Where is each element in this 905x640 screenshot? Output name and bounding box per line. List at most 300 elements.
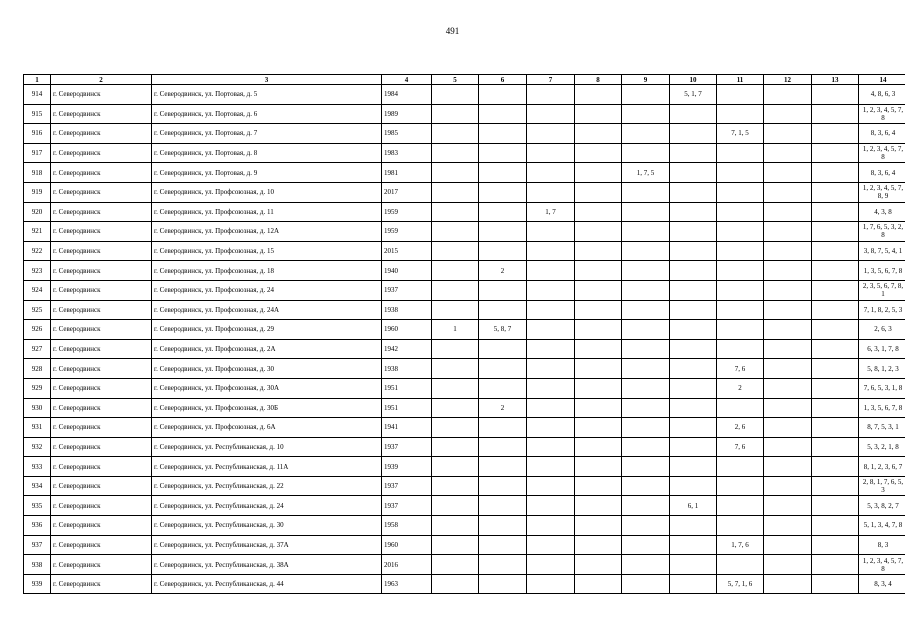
table-cell: 2, 6: [717, 418, 764, 438]
table-cell: [764, 418, 812, 438]
table-cell: г. Северодвинск, ул. Профсоюзная, д. 2А: [152, 339, 382, 359]
table-cell: [622, 339, 670, 359]
table-cell: [479, 280, 527, 300]
table-row: [24, 280, 905, 300]
table-cell: 5, 8, 7: [479, 320, 527, 340]
table-cell: [764, 261, 812, 281]
table-cell: [764, 222, 812, 242]
table-cell: [670, 555, 717, 575]
column-header: 2: [51, 75, 152, 85]
table-cell: [575, 241, 622, 261]
table-cell: [717, 241, 764, 261]
table-cell: [812, 124, 859, 144]
column-header: 5: [432, 75, 479, 85]
table-cell: 1937: [382, 496, 432, 516]
table-cell: [432, 359, 479, 379]
table-row: [24, 398, 905, 418]
table-cell: 5, 8, 1, 2, 3: [859, 359, 905, 379]
table-cell: 938: [24, 555, 51, 575]
table-cell: [432, 574, 479, 594]
table-cell: [622, 398, 670, 418]
table-cell: 6, 1: [670, 496, 717, 516]
column-header: 6: [479, 75, 527, 85]
table-cell: [432, 300, 479, 320]
table-cell: 1951: [382, 398, 432, 418]
table-row: [24, 320, 905, 340]
table-cell: г. Северодвинск: [51, 555, 152, 575]
table-cell: [764, 457, 812, 477]
table-cell: 2, 8, 1, 7, 6, 5, 3: [859, 476, 905, 496]
table-cell: г. Северодвинск, ул. Республиканская, д. 10: [152, 437, 382, 457]
table-cell: [432, 339, 479, 359]
table-row: [24, 202, 905, 222]
table-cell: [479, 574, 527, 594]
table-cell: [527, 300, 575, 320]
table-row: [24, 339, 905, 359]
table-cell: 2: [717, 378, 764, 398]
table-cell: [622, 476, 670, 496]
table-row: [24, 85, 905, 105]
table-cell: [670, 182, 717, 202]
table-cell: [432, 241, 479, 261]
table-cell: г. Северодвинск: [51, 182, 152, 202]
table-row: [24, 241, 905, 261]
table-cell: 7, 1, 5: [717, 124, 764, 144]
table-row: [24, 359, 905, 379]
table-cell: [670, 359, 717, 379]
table-cell: [575, 339, 622, 359]
table-cell: [479, 535, 527, 555]
table-cell: [670, 516, 717, 536]
table-cell: [479, 163, 527, 183]
table-cell: [622, 437, 670, 457]
table-cell: г. Северодвинск, ул. Республиканская, д. 37А: [152, 535, 382, 555]
table-cell: [575, 320, 622, 340]
table-row: [24, 143, 905, 163]
table-cell: [812, 437, 859, 457]
table-cell: г. Северодвинск, ул. Профсоюзная, д. 10: [152, 182, 382, 202]
table-cell: [670, 574, 717, 594]
column-header: 10: [670, 75, 717, 85]
table-cell: [479, 555, 527, 575]
table-cell: 1942: [382, 339, 432, 359]
table-cell: [622, 418, 670, 438]
table-cell: 1963: [382, 574, 432, 594]
table-cell: г. Северодвинск: [51, 359, 152, 379]
table-cell: [764, 104, 812, 124]
table-cell: [527, 535, 575, 555]
table-cell: 8, 3, 6, 4: [859, 124, 905, 144]
table-cell: 1, 3, 5, 6, 7, 8: [859, 398, 905, 418]
table-cell: [717, 516, 764, 536]
table-cell: [527, 418, 575, 438]
table-cell: г. Северодвинск: [51, 535, 152, 555]
table-cell: г. Северодвинск, ул. Портовая, д. 9: [152, 163, 382, 183]
table-cell: [764, 163, 812, 183]
table-cell: г. Северодвинск, ул. Республиканская, д. 38А: [152, 555, 382, 575]
table-cell: [764, 496, 812, 516]
column-header: 11: [717, 75, 764, 85]
table-cell: [764, 241, 812, 261]
table-cell: [717, 222, 764, 242]
table-cell: [764, 300, 812, 320]
table-cell: [764, 85, 812, 105]
table-cell: 8, 1, 2, 3, 6, 7: [859, 457, 905, 477]
table-cell: [432, 202, 479, 222]
table-cell: [479, 182, 527, 202]
table-cell: [527, 280, 575, 300]
table-cell: [812, 378, 859, 398]
table-cell: [527, 574, 575, 594]
table-cell: [622, 85, 670, 105]
table-cell: [717, 398, 764, 418]
table-cell: г. Северодвинск, ул. Профсоюзная, д. 11: [152, 202, 382, 222]
table-cell: 1959: [382, 222, 432, 242]
table-cell: 918: [24, 163, 51, 183]
table-cell: [575, 476, 622, 496]
table-cell: 1941: [382, 418, 432, 438]
table-cell: [432, 85, 479, 105]
table-cell: г. Северодвинск: [51, 222, 152, 242]
table-cell: [622, 143, 670, 163]
table-cell: г. Северодвинск: [51, 241, 152, 261]
table-cell: 923: [24, 261, 51, 281]
table-cell: [670, 535, 717, 555]
table-cell: [670, 261, 717, 281]
table-cell: [622, 182, 670, 202]
table-cell: [575, 555, 622, 575]
table-cell: [812, 143, 859, 163]
table-cell: [432, 378, 479, 398]
table-cell: [622, 359, 670, 379]
table-cell: г. Северодвинск, ул. Профсоюзная, д. 30: [152, 359, 382, 379]
table-cell: [717, 143, 764, 163]
table-cell: [432, 182, 479, 202]
table-cell: [812, 418, 859, 438]
table-cell: [764, 280, 812, 300]
table-cell: [527, 555, 575, 575]
page-number: 491: [445, 26, 460, 36]
table-cell: [575, 280, 622, 300]
table-cell: 6, 3, 1, 7, 8: [859, 339, 905, 359]
table-cell: [432, 496, 479, 516]
table-cell: 917: [24, 143, 51, 163]
table-cell: г. Северодвинск, ул. Профсоюзная, д. 30А: [152, 378, 382, 398]
table-cell: [479, 222, 527, 242]
table-cell: г. Северодвинск, ул. Профсоюзная, д. 30Б: [152, 398, 382, 418]
table-cell: г. Северодвинск, ул. Профсоюзная, д. 24А: [152, 300, 382, 320]
table-cell: 5, 3, 2, 1, 8: [859, 437, 905, 457]
table-cell: [670, 476, 717, 496]
table-cell: 2015: [382, 241, 432, 261]
table-cell: г. Северодвинск, ул. Профсоюзная, д. 6А: [152, 418, 382, 438]
table-cell: 7, 6: [717, 437, 764, 457]
column-header: 14: [859, 75, 905, 85]
table-row: [24, 476, 905, 496]
table-row: [24, 457, 905, 477]
table-cell: [717, 85, 764, 105]
table-cell: [670, 437, 717, 457]
table-cell: [622, 320, 670, 340]
table-row: [24, 555, 905, 575]
table-cell: 916: [24, 124, 51, 144]
table-cell: г. Северодвинск, ул. Республиканская, д. 44: [152, 574, 382, 594]
table-cell: 1989: [382, 104, 432, 124]
table-cell: 929: [24, 378, 51, 398]
table-cell: [527, 222, 575, 242]
table-row: [24, 222, 905, 242]
table-cell: [812, 398, 859, 418]
table-cell: 5, 1, 3, 4, 7, 8: [859, 516, 905, 536]
table-cell: г. Северодвинск: [51, 339, 152, 359]
table-cell: г. Северодвинск: [51, 163, 152, 183]
table-cell: [764, 535, 812, 555]
table-cell: [764, 378, 812, 398]
table-cell: 924: [24, 280, 51, 300]
table-cell: 4, 3, 8: [859, 202, 905, 222]
table-cell: [717, 163, 764, 183]
table-cell: [527, 339, 575, 359]
table-cell: [527, 124, 575, 144]
table-cell: 939: [24, 574, 51, 594]
table-cell: [575, 418, 622, 438]
table-cell: [812, 241, 859, 261]
table-cell: [622, 104, 670, 124]
table-cell: [432, 457, 479, 477]
table-cell: [670, 163, 717, 183]
table-cell: [764, 124, 812, 144]
table-cell: [479, 476, 527, 496]
table-cell: 1958: [382, 516, 432, 536]
table-cell: [575, 124, 622, 144]
table-cell: [812, 163, 859, 183]
table-cell: г. Северодвинск: [51, 280, 152, 300]
table-cell: [812, 300, 859, 320]
table-cell: [527, 476, 575, 496]
table-cell: г. Северодвинск: [51, 378, 152, 398]
table-cell: [812, 202, 859, 222]
table-cell: 1, 2, 3, 4, 5, 7, 8: [859, 555, 905, 575]
table-cell: 921: [24, 222, 51, 242]
table-cell: [575, 104, 622, 124]
header-row: [24, 75, 905, 85]
table-cell: 1940: [382, 261, 432, 281]
table-cell: 1959: [382, 202, 432, 222]
table-cell: 931: [24, 418, 51, 438]
table-cell: г. Северодвинск, ул. Портовая, д. 8: [152, 143, 382, 163]
table-cell: 2: [479, 398, 527, 418]
table-cell: [717, 476, 764, 496]
table-row: [24, 378, 905, 398]
table-cell: [622, 574, 670, 594]
column-header: 3: [152, 75, 382, 85]
table-cell: [575, 398, 622, 418]
table-cell: [479, 143, 527, 163]
table-cell: 7, 1, 8, 2, 5, 3: [859, 300, 905, 320]
table-cell: [622, 516, 670, 536]
column-header: 7: [527, 75, 575, 85]
table-row: [24, 535, 905, 555]
table-cell: 936: [24, 516, 51, 536]
table-cell: [575, 359, 622, 379]
table-cell: [717, 280, 764, 300]
table-cell: [432, 476, 479, 496]
table-cell: [812, 280, 859, 300]
table-cell: [670, 124, 717, 144]
table-cell: г. Северодвинск: [51, 574, 152, 594]
table-cell: [575, 222, 622, 242]
table-cell: [575, 85, 622, 105]
table-cell: [479, 241, 527, 261]
table-cell: г. Северодвинск, ул. Портовая, д. 6: [152, 104, 382, 124]
table-cell: г. Северодвинск: [51, 496, 152, 516]
table-cell: 1937: [382, 280, 432, 300]
table-cell: [622, 300, 670, 320]
table-cell: [479, 359, 527, 379]
table-cell: 1951: [382, 378, 432, 398]
table-cell: [575, 143, 622, 163]
table-cell: 932: [24, 437, 51, 457]
table-cell: [479, 104, 527, 124]
table-cell: г. Северодвинск, ул. Профсоюзная, д. 18: [152, 261, 382, 281]
table-cell: 1937: [382, 476, 432, 496]
table-row: [24, 104, 905, 124]
table-cell: 1937: [382, 437, 432, 457]
table-cell: [717, 261, 764, 281]
table-cell: 2, 6, 3: [859, 320, 905, 340]
table-cell: [527, 516, 575, 536]
table-cell: [527, 143, 575, 163]
table-cell: 926: [24, 320, 51, 340]
table-cell: [670, 398, 717, 418]
table-cell: [527, 437, 575, 457]
table-cell: [717, 300, 764, 320]
table-cell: [812, 516, 859, 536]
table-cell: [812, 85, 859, 105]
table-cell: 1, 7, 6: [717, 535, 764, 555]
table-cell: 5, 1, 7: [670, 85, 717, 105]
table-cell: 919: [24, 182, 51, 202]
table-cell: [527, 241, 575, 261]
table-cell: 928: [24, 359, 51, 379]
table-cell: 5, 7, 1, 6: [717, 574, 764, 594]
table-cell: 1, 2, 3, 4, 5, 7, 8, 9: [859, 182, 905, 202]
table-cell: г. Северодвинск, ул. Профсоюзная, д. 12А: [152, 222, 382, 242]
table-cell: 927: [24, 339, 51, 359]
table-cell: [764, 574, 812, 594]
table-row: [24, 182, 905, 202]
table-cell: [717, 496, 764, 516]
table-cell: [479, 85, 527, 105]
table-row: [24, 124, 905, 144]
table-cell: 2: [479, 261, 527, 281]
table-cell: [812, 496, 859, 516]
table-cell: 1984: [382, 85, 432, 105]
table-cell: [575, 496, 622, 516]
table-cell: [622, 261, 670, 281]
table-cell: г. Северодвинск, ул. Республиканская, д. 22: [152, 476, 382, 496]
table-cell: 1, 7, 5: [622, 163, 670, 183]
table-cell: [432, 222, 479, 242]
table-cell: 1, 7: [527, 202, 575, 222]
table-cell: 930: [24, 398, 51, 418]
table-row: [24, 437, 905, 457]
table-cell: [575, 300, 622, 320]
table-cell: [812, 555, 859, 575]
table-cell: г. Северодвинск, ул. Республиканская, д. 24: [152, 496, 382, 516]
table-cell: [812, 182, 859, 202]
table-cell: [527, 261, 575, 281]
table-cell: 8, 3, 4: [859, 574, 905, 594]
table-row: [24, 574, 905, 594]
table-cell: [432, 516, 479, 536]
table-cell: [670, 222, 717, 242]
table-cell: 7, 6, 5, 3, 1, 8: [859, 378, 905, 398]
table-cell: г. Северодвинск: [51, 300, 152, 320]
table-cell: [812, 535, 859, 555]
table-cell: 925: [24, 300, 51, 320]
table-cell: г. Северодвинск, ул. Республиканская, д. 11А: [152, 457, 382, 477]
table-cell: [432, 280, 479, 300]
table-cell: г. Северодвинск, ул. Профсоюзная, д. 24: [152, 280, 382, 300]
table-cell: [670, 280, 717, 300]
table-cell: [479, 437, 527, 457]
table-cell: [670, 378, 717, 398]
table-cell: г. Северодвинск: [51, 261, 152, 281]
table-cell: 922: [24, 241, 51, 261]
table-cell: 1: [432, 320, 479, 340]
table-cell: [479, 496, 527, 516]
table-cell: [479, 300, 527, 320]
table-cell: 8, 3: [859, 535, 905, 555]
table-cell: 1985: [382, 124, 432, 144]
table-row: [24, 516, 905, 536]
table-cell: 8, 3, 6, 4: [859, 163, 905, 183]
table-cell: [479, 516, 527, 536]
table-cell: [622, 457, 670, 477]
table-cell: [812, 339, 859, 359]
table-cell: [764, 516, 812, 536]
table-cell: 1938: [382, 300, 432, 320]
table-cell: 1, 3, 5, 6, 7, 8: [859, 261, 905, 281]
table-cell: 914: [24, 85, 51, 105]
table-cell: [717, 182, 764, 202]
table-cell: 2016: [382, 555, 432, 575]
table-cell: [527, 85, 575, 105]
table-cell: [479, 339, 527, 359]
table-cell: 915: [24, 104, 51, 124]
table-cell: [432, 437, 479, 457]
table-cell: [717, 202, 764, 222]
table-cell: [670, 143, 717, 163]
table-cell: [717, 320, 764, 340]
table-cell: 4, 8, 6, 3: [859, 85, 905, 105]
column-header: 4: [382, 75, 432, 85]
table-cell: [622, 496, 670, 516]
table-cell: [575, 182, 622, 202]
table-cell: [670, 202, 717, 222]
table-cell: [812, 457, 859, 477]
table-cell: 1, 2, 3, 4, 5, 7, 8: [859, 104, 905, 124]
table-cell: [432, 398, 479, 418]
table-cell: [764, 437, 812, 457]
table-cell: [527, 398, 575, 418]
table-cell: [575, 574, 622, 594]
table-cell: 937: [24, 535, 51, 555]
table-cell: [812, 320, 859, 340]
table-cell: [622, 535, 670, 555]
table-cell: [812, 476, 859, 496]
